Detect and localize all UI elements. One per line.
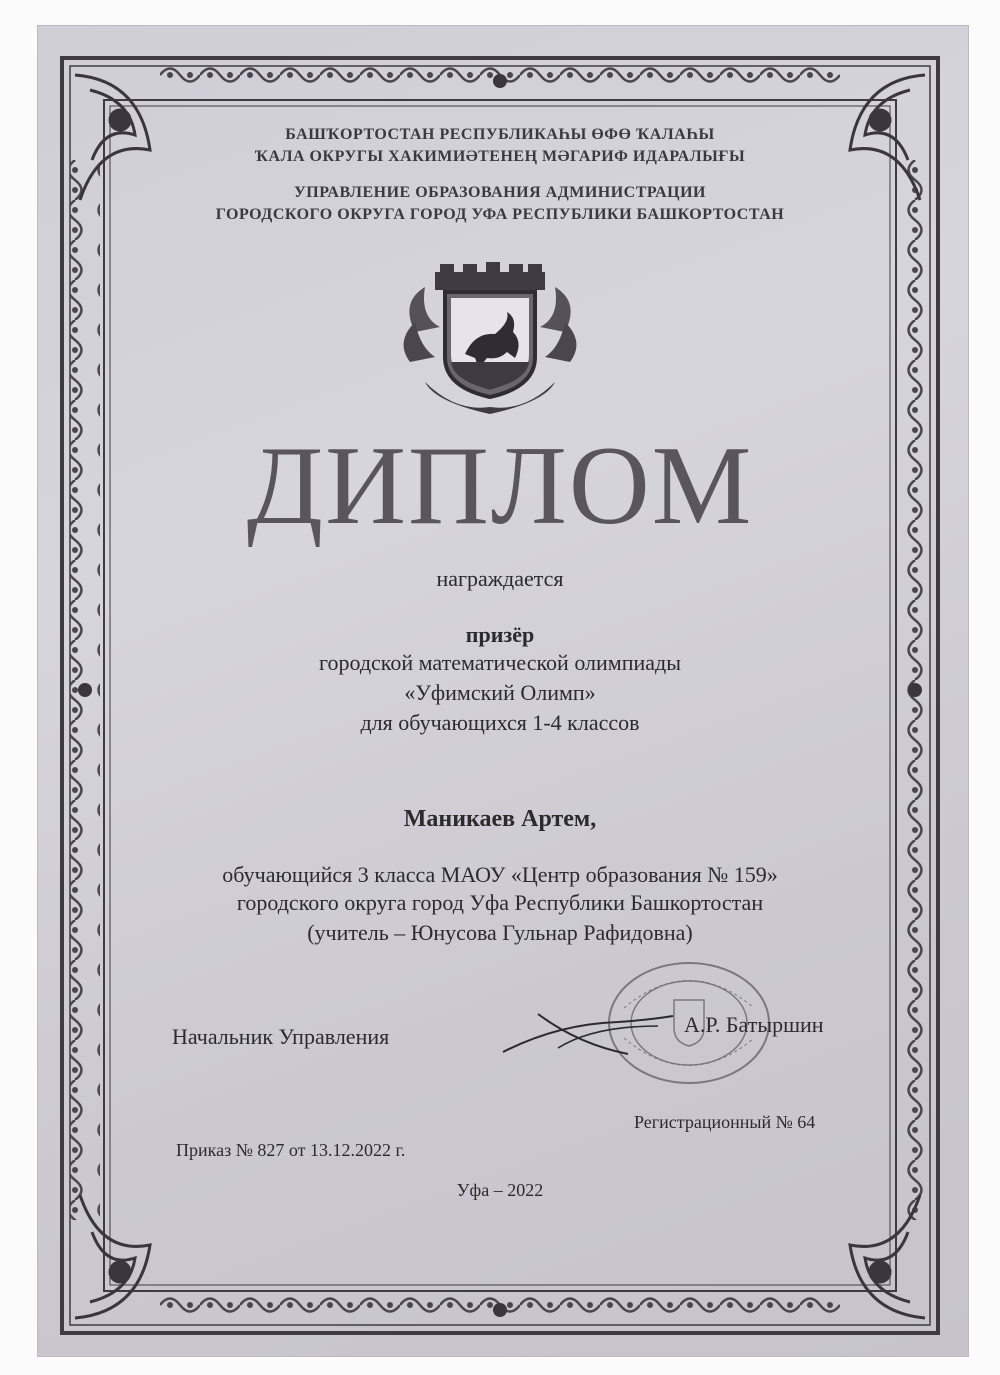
handwritten-signature [498, 1004, 678, 1064]
award-line-2: «Уфимский Олимп» [404, 680, 596, 705]
signatory-name: А.Р. Батыршин [684, 1012, 824, 1037]
signatory-position: Начальник Управления [172, 1024, 390, 1049]
awarded-text: награждается [436, 566, 564, 591]
award-line-1: городской математической олимпиады [318, 650, 681, 675]
recipient-line-3: (учитель – Юнусова Гульнар Рафидовна) [307, 920, 693, 945]
header-line-1: БАШҠОРТОСТАН РЕСПУБЛИКАҺЫ ӨФӨ ҠАЛАҺЫ [285, 126, 715, 143]
award-line-3: для обучающихся 1-4 классов [360, 710, 640, 735]
registration-number: Регистрационный № 64 [634, 1112, 816, 1132]
recipient-name: Маникаев Артем, [403, 806, 597, 832]
order-number: Приказ № 827 от 13.12.2022 г. [176, 1140, 406, 1160]
recipient-line-2: городского округа город Уфа Республики Башкортостан [236, 890, 764, 915]
diploma-title: ДИПЛОМ [246, 424, 754, 548]
coat-of-arms-emblem [395, 262, 585, 417]
recipient-line-1: обучающийся 3 класса МАОУ «Центр образования № 159» [222, 862, 778, 887]
corner-ornament-bottom-right [850, 1195, 925, 1318]
header-line-3: УПРАВЛЕНИЕ ОБРАЗОВАНИЯ АДМИНИСТРАЦИИ [294, 184, 706, 201]
corner-ornament-bottom-left [75, 1195, 150, 1318]
award-rank: призёр [465, 622, 535, 647]
place-and-year: Уфа – 2022 [456, 1180, 544, 1200]
header-line-4: ГОРОДСКОГО ОКРУГА ГОРОД УФА РЕСПУБЛИКИ БАШКОРТОСТАН [215, 206, 785, 223]
header-line-2: ҠАЛА ОКРУГЫ ХАКИМИӘТЕНЕҢ МӘГАРИФ ИДАРАЛЫҒЫ [254, 148, 746, 165]
